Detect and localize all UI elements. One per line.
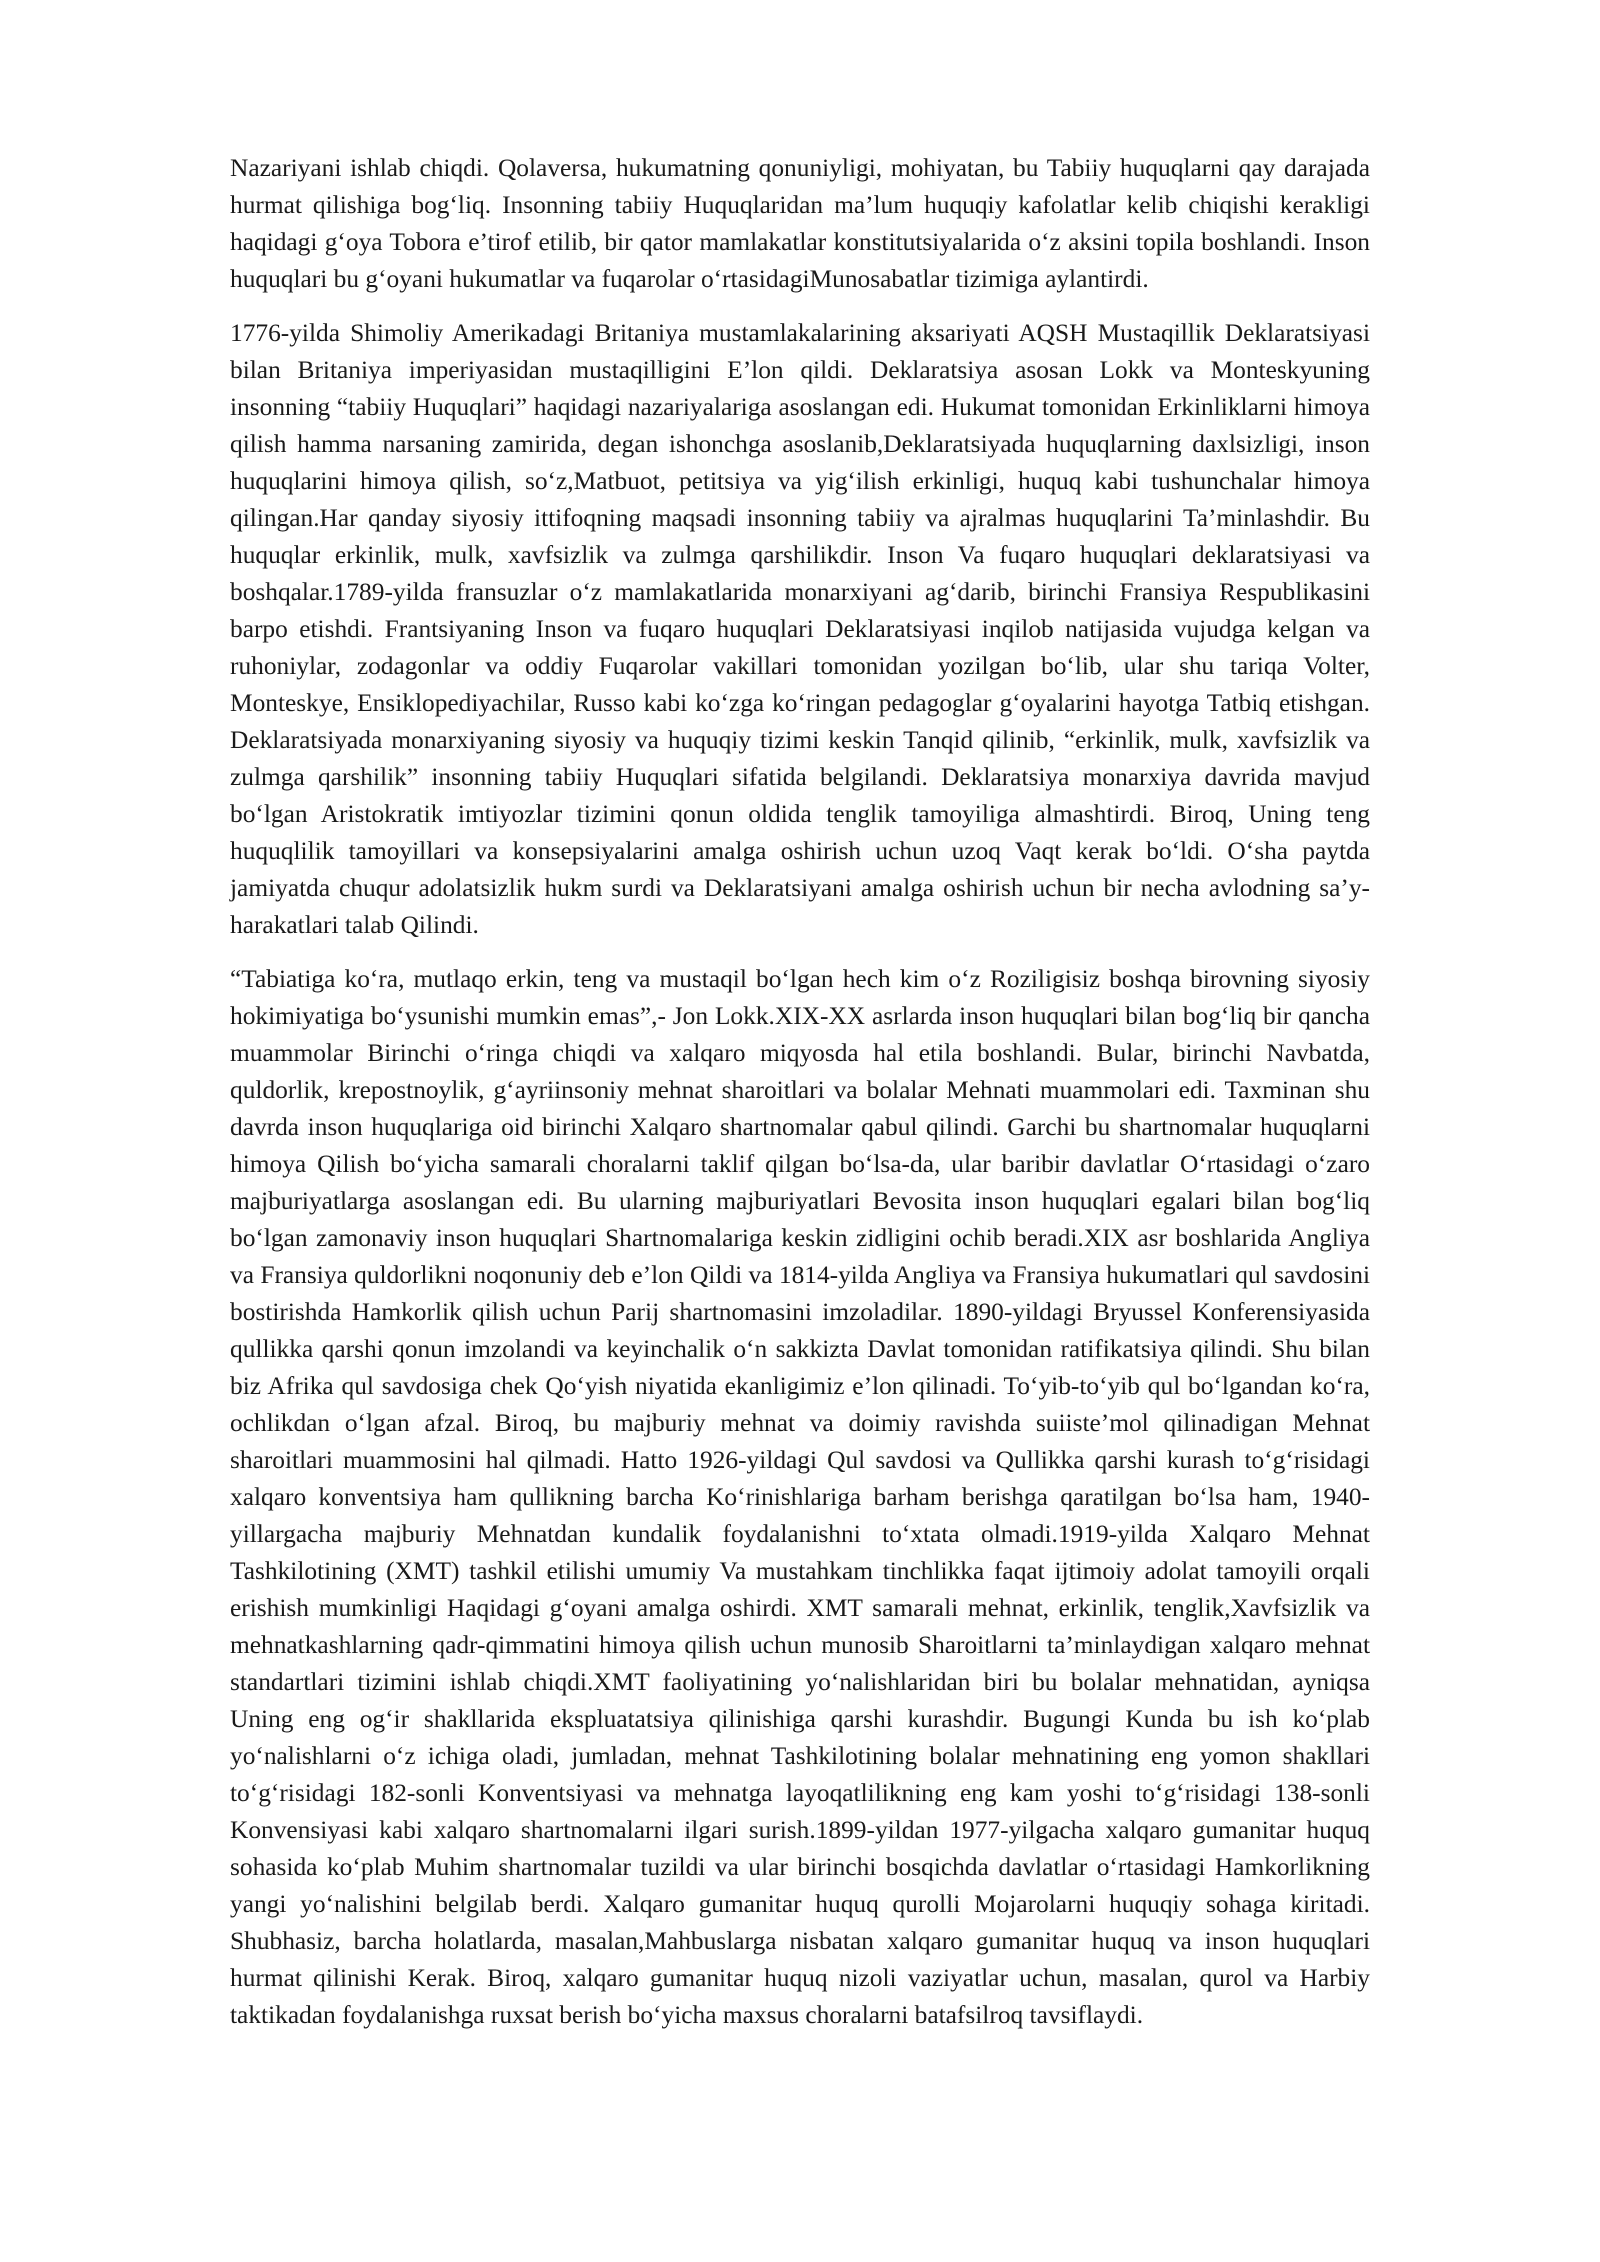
document-page xyxy=(230,150,1370,2051)
paragraph-1: Nazariyani ishlab chiqdi. Qolaversa, hukumatning qonuniyligi, mohiyatan, bu Tabiiy huquqlarni qay darajada hurmat qilishiga bog‘liq. Insonning tabiiy Huquqlaridan ma’lum huquqiy kafolatlar kelib chiqishi kerakligi haqidagi g‘oya Tobora e’tirof etilib, bir qator mamlakatlar konstitutsiyalarida o‘z aksini topila boshlandi. Inson huquqlari bu g‘oyani hukumatlar va fuqarolar o‘rtasidagiMunosabatlar tizimiga aylantirdi. xyxy=(230,154,1370,293)
paragraph-2: 1776-yilda Shimoliy Amerikadagi Britaniya mustamlakalarining aksariyati AQSH Mustaqillik Deklaratsiyasi bilan Britaniya imperiyasidan mustaqilligini E’lon qildi. Deklaratsiya asosan Lokk va Monteskyuning insonning “tabiiy Huquqlari” haqidagi nazariyalariga asoslangan edi. Hukumat tomonidan Erkinliklarni himoya qilish hamma narsaning zamirida, degan ishonchga asoslanib,Deklaratsiyada huquqlarning daxlsizligi, inson huquqlarini himoya qilish, so‘z,Matbuot, petitsiya va yig‘ilish erkinligi, huquq kabi tushunchalar himoya qilingan.Har qanday siyosiy ittifoqning maqsadi insonning tabiiy va ajralmas huquqlarini Ta’minlashdir. Bu huquqlar erkinlik, mulk, xavfsizlik va zulmga qarshilikdir. Inson Va fuqaro huquqlari deklaratsiyasi va boshqalar.1789-yilda fransuzlar o‘z mamlakatlarida monarxiyani ag‘darib, birinchi Fransiya Respublikasini barpo etishdi. Frantsiyaning Inson va fuqaro huquqlari Deklaratsiyasi inqilob natijasida vujudga kelgan va ruhoniylar, zodagonlar va oddiy Fuqarolar vakillari tomonidan yozilgan bo‘lib, ular shu tariqa Volter, Monteskye, Ensiklopediyachilar, Russo kabi ko‘zga ko‘ringan pedagoglar g‘oyalarini hayotga Tatbiq etishgan. Deklaratsiyada monarxiyaning siyosiy va huquqiy tizimi keskin Tanqid qilinib, “erkinlik, mulk, xavfsizlik va zulmga qarshilik” insonning tabiiy Huquqlari sifatida belgilandi. Deklaratsiya monarxiya davrida mavjud bo‘lgan Aristokratik imtiyozlar tizimini qonun oldida tenglik tamoyiliga almashtirdi. Biroq, Uning teng huquqlilik tamoyillari va konsepsiyalarini amalga oshirish uchun uzoq Vaqt kerak bo‘ldi. O‘sha paytda jamiyatda chuqur adolatsizlik hukm surdi va Deklaratsiyani amalga oshirish uchun bir necha avlodning sa’y-harakatlari talab Qilindi. xyxy=(230,319,1370,939)
paragraph-3: “Tabiatiga ko‘ra, mutlaqo erkin, teng va mustaqil bo‘lgan hech kim o‘z Roziligisiz boshqa birovning siyosiy hokimiyatiga bo‘ysunishi mumkin emas”,- Jon Lokk.XIX-XX asrlarda inson huquqlari bilan bog‘liq bir qancha muammolar Birinchi o‘ringa chiqdi va xalqaro miqyosda hal etila boshlandi. Bular, birinchi Navbatda, quldorlik, krepostnoylik, g‘ayriinsoniy mehnat sharoitlari va bolalar Mehnati muammolari edi. Taxminan shu davrda inson huquqlariga oid birinchi Xalqaro shartnomalar qabul qilindi. Garchi bu shartnomalar huquqlarni himoya Qilish bo‘yicha samarali choralarni taklif qilgan bo‘lsa-da, ular baribir davlatlar O‘rtasidagi o‘zaro majburiyatlarga asoslangan edi. Bu ularning majburiyatlari Bevosita inson huquqlari egalari bilan bog‘liq bo‘lgan zamonaviy inson huquqlari Shartnomalariga keskin zidligini ochib beradi.XIX asr boshlarida Angliya va Fransiya quldorlikni noqonuniy deb e’lon Qildi va 1814-yilda Angliya va Fransiya hukumatlari qul savdosini bostirishda Hamkorlik qilish uchun Parij shartnomasini imzoladilar. 1890-yildagi Bryussel Konferensiyasida qullikka qarshi qonun imzolandi va keyinchalik o‘n sakkizta Davlat tomonidan ratifikatsiya qilindi. Shu bilan biz Afrika qul savdosiga chek Qo‘yish niyatida ekanligimiz e’lon qilinadi. To‘yib-to‘yib qul bo‘lgandan ko‘ra, ochlikdan o‘lgan afzal. Biroq, bu majburiy mehnat va doimiy ravishda suiiste’mol qilinadigan Mehnat sharoitlari muammosini hal qilmadi. Hatto 1926-yildagi Qul savdosi va Qullikka qarshi kurash to‘g‘risidagi xalqaro konventsiya ham qullikning barcha Ko‘rinishlariga barham berishga qaratilgan bo‘lsa ham, 1940-yillargacha majburiy Mehnatdan kundalik foydalanishni to‘xtata olmadi.1919-yilda Xalqaro Mehnat Tashkilotining (XMT) tashkil etilishi umumiy Va mustahkam tinchlikka faqat ijtimoiy adolat tamoyili orqali erishish mumkinligi Haqidagi g‘oyani amalga oshirdi. XMT samarali mehnat, erkinlik, tenglik,Xavfsizlik va mehnatkashlarning qadr-qimmatini himoya qilish uchun munosib Sharoitlarni ta’minlaydigan xalqaro mehnat standartlari tizimini ishlab chiqdi.XMT faoliyatining yo‘nalishlaridan biri bu bolalar mehnatidan, ayniqsa Uning eng og‘ir shakllarida ekspluatatsiya qilinishiga qarshi kurashdir. Bugungi Kunda bu ish ko‘plab yo‘nalishlarni o‘z ichiga oladi, jumladan, mehnat Tashkilotining bolalar mehnatining eng yomon shakllari to‘g‘risidagi 182-sonli Konventsiyasi va mehnatga layoqatlilikning eng kam yoshi to‘g‘risidagi 138-sonli Konvensiyasi kabi xalqaro shartnomalarni ilgari surish.1899-yildan 1977-yilgacha xalqaro gumanitar huquq sohasida ko‘plab Muhim shartnomalar tuzildi va ular birinchi bosqichda davlatlar o‘rtasidagi Hamkorlikning yangi yo‘nalishini belgilab berdi. Xalqaro gumanitar huquq qurolli Mojarolarni huquqiy sohaga kiritadi. Shubhasiz, barcha holatlarda, masalan,Mahbuslarga nisbatan xalqaro gumanitar huquq va inson huquqlari hurmat qilinishi Kerak. Biroq, xalqaro gumanitar huquq nizoli vaziyatlar uchun, masalan, qurol va Harbiy taktikadan foydalanishga ruxsat berish bo‘yicha maxsus choralarni batafsilroq tavsiflaydi. xyxy=(230,965,1370,2029)
